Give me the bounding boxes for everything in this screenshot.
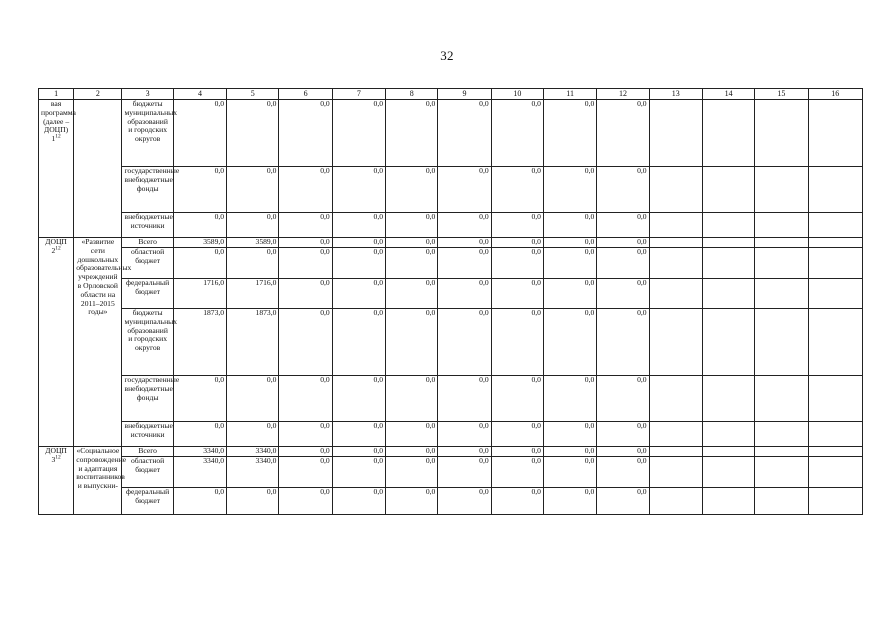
value-cell: 0,0 [279, 248, 332, 279]
footnote-mark: 12 [55, 133, 61, 140]
empty-cell [755, 279, 808, 309]
empty-cell [755, 309, 808, 376]
value-cell: 3340,0 [173, 447, 226, 457]
empty-cell [808, 213, 862, 238]
value-cell: 0,0 [227, 376, 279, 422]
footnote-mark: 12 [55, 245, 61, 252]
empty-cell [702, 376, 754, 422]
value-cell: 0,0 [332, 488, 385, 515]
value-cell: 0,0 [543, 279, 596, 309]
table-row [39, 309, 863, 376]
value-cell: 0,0 [227, 213, 279, 238]
value-cell: 1873,0 [173, 309, 226, 376]
value-cell: 0,0 [543, 422, 596, 447]
program-name: «Развитие сети дошкольных образовательных учреждений в Орловской области на 2011–2015 годы» [74, 238, 122, 447]
table-row [39, 279, 863, 309]
empty-cell [649, 248, 702, 279]
value-cell: 0,0 [438, 422, 491, 447]
empty-cell [702, 457, 754, 488]
value-cell: 0,0 [386, 248, 438, 279]
value-cell: 0,0 [543, 447, 596, 457]
value-cell: 3340,0 [173, 457, 226, 488]
value-cell: 0,0 [386, 457, 438, 488]
value-cell: 0,0 [332, 309, 385, 376]
value-cell: 0,0 [332, 376, 385, 422]
value-cell: 0,0 [332, 248, 385, 279]
value-cell: 1716,0 [173, 279, 226, 309]
table-row [39, 213, 863, 238]
empty-cell [649, 447, 702, 457]
empty-cell [755, 248, 808, 279]
header-cell: 15 [755, 89, 808, 100]
page-number: 32 [440, 48, 454, 63]
value-cell: 0,0 [597, 309, 649, 376]
funding-source: федеральный бюджет [122, 488, 173, 515]
value-cell: 1873,0 [227, 309, 279, 376]
empty-cell [755, 447, 808, 457]
value-cell: 0,0 [438, 248, 491, 279]
value-cell: 0,0 [491, 279, 543, 309]
value-cell: 0,0 [597, 488, 649, 515]
value-cell: 0,0 [386, 376, 438, 422]
value-cell: 0,0 [438, 100, 491, 167]
program-code: вая программа (далее – ДОЦП) 1 [41, 99, 76, 144]
value-cell: 0,0 [438, 447, 491, 457]
value-cell: 0,0 [332, 422, 385, 447]
empty-cell [808, 248, 862, 279]
value-cell: 0,0 [279, 447, 332, 457]
value-cell: 0,0 [173, 167, 226, 213]
funding-source: государственные внебюджетные фонды [122, 167, 173, 213]
value-cell: 0,0 [227, 422, 279, 447]
empty-cell [649, 376, 702, 422]
empty-cell [649, 213, 702, 238]
value-cell: 0,0 [386, 488, 438, 515]
value-cell: 0,0 [227, 167, 279, 213]
empty-cell [702, 422, 754, 447]
header-row [39, 89, 863, 100]
value-cell: 1716,0 [227, 279, 279, 309]
value-cell: 0,0 [438, 309, 491, 376]
value-cell: 0,0 [332, 457, 385, 488]
value-cell: 3589,0 [173, 238, 226, 248]
value-cell: 0,0 [597, 100, 649, 167]
empty-cell [808, 309, 862, 376]
value-cell: 0,0 [491, 488, 543, 515]
value-cell: 0,0 [173, 376, 226, 422]
value-cell: 0,0 [438, 213, 491, 238]
value-cell: 0,0 [543, 100, 596, 167]
empty-cell [808, 238, 862, 248]
value-cell: 0,0 [279, 238, 332, 248]
table-row [39, 167, 863, 213]
value-cell: 0,0 [386, 238, 438, 248]
empty-cell [649, 238, 702, 248]
value-cell: 0,0 [386, 167, 438, 213]
empty-cell [755, 376, 808, 422]
funding-source: бюджеты муниципальных образований и городских округов [122, 309, 173, 376]
value-cell: 0,0 [173, 100, 226, 167]
empty-cell [702, 279, 754, 309]
value-cell: 0,0 [597, 248, 649, 279]
value-cell: 0,0 [386, 447, 438, 457]
value-cell: 0,0 [543, 248, 596, 279]
value-cell: 0,0 [173, 213, 226, 238]
value-cell: 0,0 [386, 279, 438, 309]
empty-cell [808, 422, 862, 447]
value-cell: 0,0 [438, 488, 491, 515]
empty-cell [702, 167, 754, 213]
table-row [39, 447, 863, 457]
empty-cell [755, 457, 808, 488]
empty-cell [808, 279, 862, 309]
table-row [39, 100, 863, 167]
funding-source: областной бюджет [122, 457, 173, 488]
value-cell: 0,0 [332, 213, 385, 238]
header-cell: 1 [39, 89, 74, 100]
funding-source: бюджеты муниципальных образований и городских округов [122, 100, 173, 167]
funding-source: областной бюджет [122, 248, 173, 279]
value-cell: 0,0 [438, 376, 491, 422]
empty-cell [649, 457, 702, 488]
header-cell: 13 [649, 89, 702, 100]
value-cell: 0,0 [332, 238, 385, 248]
value-cell: 0,0 [279, 488, 332, 515]
value-cell: 0,0 [491, 238, 543, 248]
value-cell: 0,0 [279, 167, 332, 213]
value-cell: 0,0 [438, 279, 491, 309]
value-cell: 0,0 [227, 248, 279, 279]
program-code-cell [39, 100, 74, 238]
empty-cell [755, 422, 808, 447]
value-cell: 0,0 [438, 457, 491, 488]
program-code: ДОЦП 2 [45, 237, 67, 255]
table-row [39, 248, 863, 279]
funding-source: внебюджетные источники [122, 213, 173, 238]
header-cell: 16 [808, 89, 862, 100]
value-cell: 3340,0 [227, 447, 279, 457]
table-row [39, 376, 863, 422]
header-cell: 3 [122, 89, 173, 100]
table-row [39, 422, 863, 447]
value-cell: 0,0 [491, 248, 543, 279]
empty-cell [702, 488, 754, 515]
value-cell: 0,0 [491, 457, 543, 488]
value-cell: 0,0 [332, 279, 385, 309]
empty-cell [755, 238, 808, 248]
empty-cell [755, 213, 808, 238]
header-cell: 10 [491, 89, 543, 100]
empty-cell [649, 279, 702, 309]
value-cell: 0,0 [173, 422, 226, 447]
value-cell: 0,0 [332, 100, 385, 167]
empty-cell [808, 488, 862, 515]
program-code-cell [39, 447, 74, 515]
funding-source: федеральный бюджет [122, 279, 173, 309]
table-row [39, 457, 863, 488]
funding-source: внебюджетные источники [122, 422, 173, 447]
empty-cell [649, 167, 702, 213]
header-cell: 4 [173, 89, 226, 100]
budget-table [38, 88, 863, 515]
empty-cell [702, 213, 754, 238]
value-cell: 0,0 [543, 488, 596, 515]
empty-cell [649, 488, 702, 515]
header-cell: 14 [702, 89, 754, 100]
value-cell: 0,0 [597, 447, 649, 457]
value-cell: 0,0 [227, 100, 279, 167]
header-cell: 2 [74, 89, 122, 100]
value-cell: 0,0 [279, 279, 332, 309]
empty-cell [649, 100, 702, 167]
value-cell: 0,0 [491, 447, 543, 457]
value-cell: 0,0 [279, 213, 332, 238]
value-cell: 0,0 [386, 213, 438, 238]
value-cell: 0,0 [543, 167, 596, 213]
empty-cell [755, 167, 808, 213]
empty-cell [808, 100, 862, 167]
value-cell: 0,0 [491, 376, 543, 422]
header-cell: 6 [279, 89, 332, 100]
value-cell: 0,0 [543, 309, 596, 376]
header-cell: 7 [332, 89, 385, 100]
value-cell: 0,0 [491, 213, 543, 238]
value-cell: 0,0 [597, 238, 649, 248]
empty-cell [808, 457, 862, 488]
program-name [74, 100, 122, 238]
funding-source: Всего [122, 238, 173, 248]
empty-cell [702, 238, 754, 248]
value-cell: 0,0 [597, 167, 649, 213]
empty-cell [702, 248, 754, 279]
empty-cell [755, 488, 808, 515]
header-cell: 11 [543, 89, 596, 100]
value-cell: 0,0 [386, 309, 438, 376]
value-cell: 0,0 [173, 248, 226, 279]
value-cell: 3589,0 [227, 238, 279, 248]
empty-cell [649, 309, 702, 376]
value-cell: 0,0 [597, 422, 649, 447]
value-cell: 0,0 [597, 279, 649, 309]
empty-cell [808, 376, 862, 422]
header-cell: 9 [438, 89, 491, 100]
program-code: ДОЦП 3 [45, 446, 67, 464]
empty-cell [702, 100, 754, 167]
empty-cell [808, 447, 862, 457]
value-cell: 0,0 [491, 167, 543, 213]
value-cell: 0,0 [438, 167, 491, 213]
program-name: «Социальное сопровождение и адаптация воспитанников и выпускни- [74, 447, 122, 515]
value-cell: 0,0 [279, 422, 332, 447]
value-cell: 0,0 [597, 457, 649, 488]
value-cell: 0,0 [332, 167, 385, 213]
value-cell: 0,0 [386, 100, 438, 167]
value-cell: 0,0 [491, 422, 543, 447]
value-cell: 0,0 [491, 100, 543, 167]
footnote-mark: 12 [55, 454, 61, 461]
value-cell: 0,0 [173, 488, 226, 515]
value-cell: 0,0 [543, 376, 596, 422]
empty-cell [702, 447, 754, 457]
table-row [39, 238, 863, 248]
value-cell: 0,0 [543, 457, 596, 488]
value-cell: 0,0 [227, 488, 279, 515]
value-cell: 0,0 [386, 422, 438, 447]
value-cell: 3340,0 [227, 457, 279, 488]
value-cell: 0,0 [279, 309, 332, 376]
value-cell: 0,0 [543, 238, 596, 248]
header-cell: 5 [227, 89, 279, 100]
value-cell: 0,0 [438, 238, 491, 248]
value-cell: 0,0 [597, 376, 649, 422]
value-cell: 0,0 [279, 457, 332, 488]
program-code-cell [39, 238, 74, 447]
table-row [39, 488, 863, 515]
value-cell: 0,0 [279, 376, 332, 422]
empty-cell [808, 167, 862, 213]
empty-cell [649, 422, 702, 447]
funding-source: государственные внебюджетные фонды [122, 376, 173, 422]
empty-cell [702, 309, 754, 376]
value-cell: 0,0 [597, 213, 649, 238]
empty-cell [755, 100, 808, 167]
header-cell: 8 [386, 89, 438, 100]
value-cell: 0,0 [491, 309, 543, 376]
value-cell: 0,0 [543, 213, 596, 238]
value-cell: 0,0 [332, 447, 385, 457]
value-cell: 0,0 [279, 100, 332, 167]
header-cell: 12 [597, 89, 649, 100]
funding-source: Всего [122, 447, 173, 457]
